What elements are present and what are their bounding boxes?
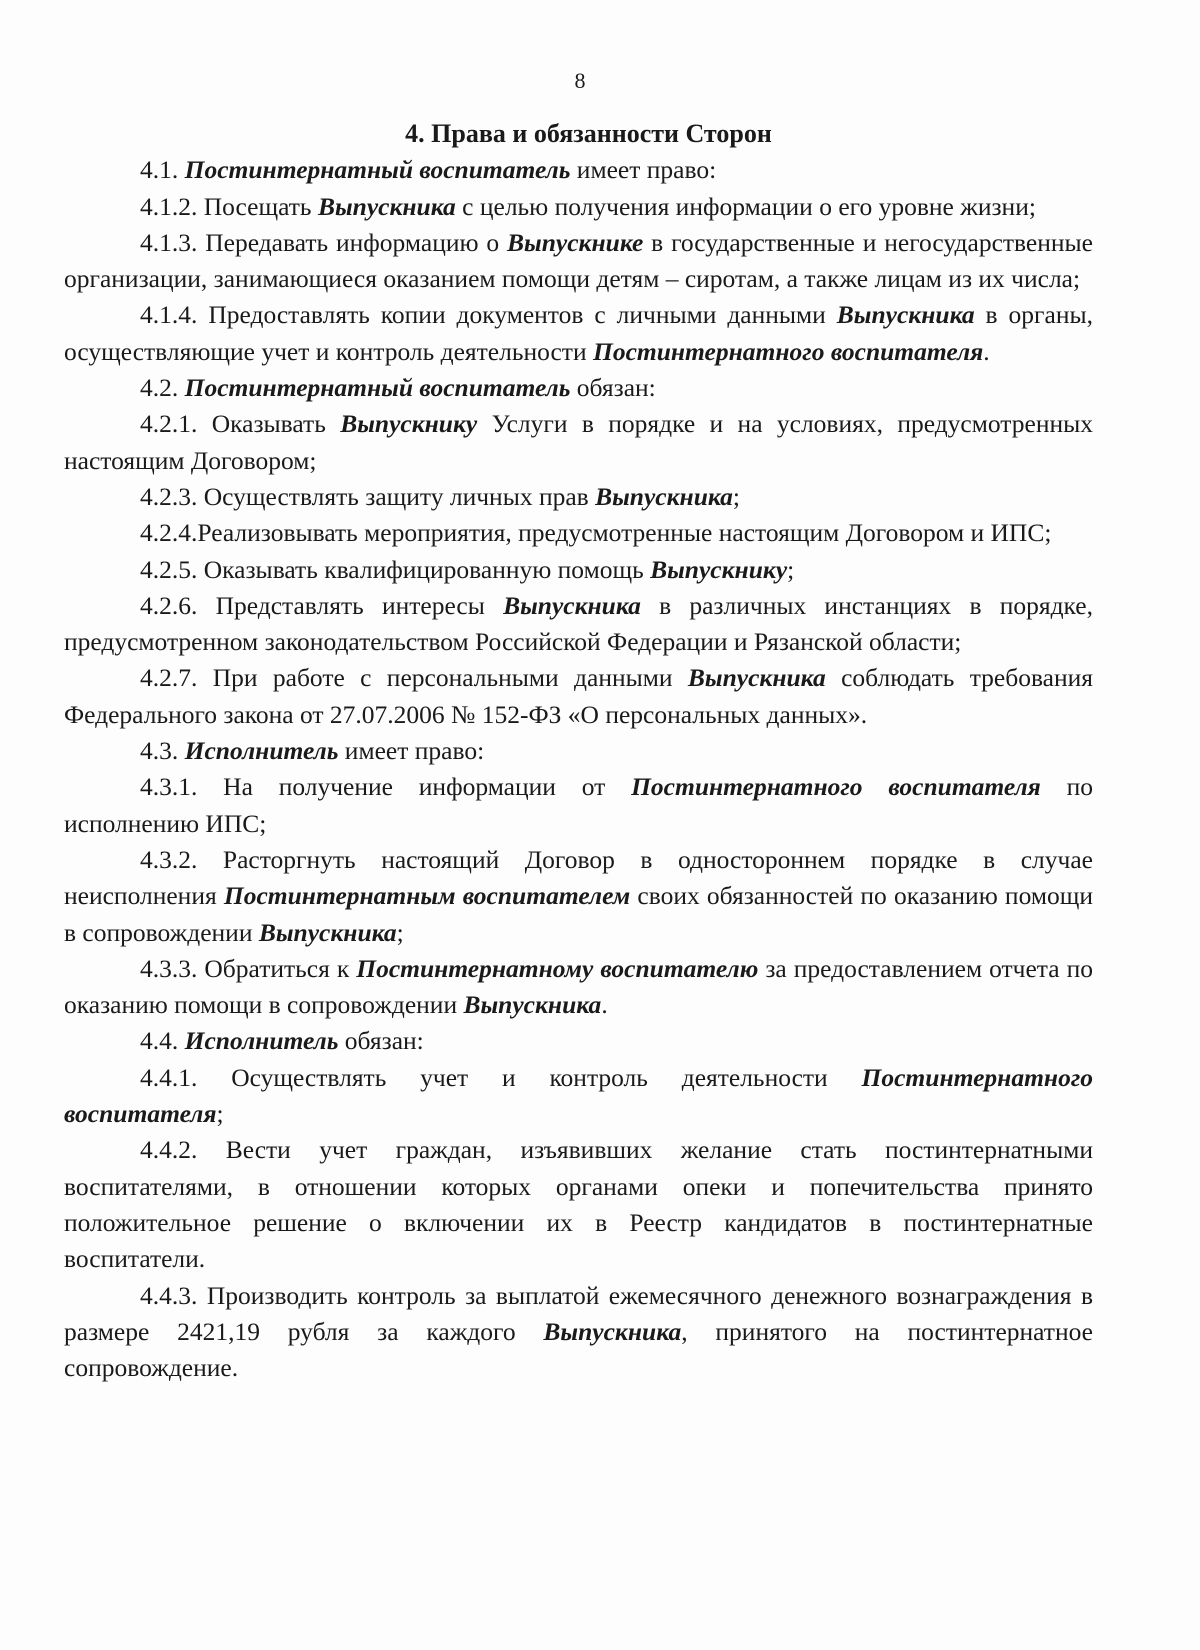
clause-text: 4.3.3. Обратиться к (140, 953, 357, 983)
clause-paragraph (64, 951, 1093, 1024)
clause-text: 4.2. (140, 373, 185, 403)
emphasized-term: Выпускника (543, 1316, 682, 1346)
clause-paragraph (64, 769, 1093, 842)
emphasized-term: Постинтернатного воспитателя (64, 1062, 1093, 1129)
section-title: 4. Права и обязанности Сторон (405, 119, 772, 148)
clause-paragraph (64, 1023, 1093, 1059)
clause-text: по исполнению ИПС; (64, 772, 1094, 838)
clause-paragraph (64, 479, 1093, 515)
emphasized-term: Постинтернатного воспитателя (592, 336, 984, 366)
clause-text: 4.4.2. Вести учет граждан, изъявивших желание стать постинтернатными воспитателями, в отношении которых органами опеки и попечительства принято положительное решение о включении их в Реестр кандидатов в постинтернатные воспитатели. (64, 1135, 1093, 1274)
clause-text: 4.1.4. Предоставлять копии документов с личными данными (140, 300, 837, 330)
clause-text: 4.4.1. Осуществлять учет и контроль деятельности (140, 1062, 862, 1092)
clause-text: 4.1. (140, 155, 185, 185)
clause-paragraph (64, 515, 1093, 551)
clause-text: 4.2.6. Представлять интересы (140, 590, 504, 620)
document-body (64, 116, 1093, 1386)
page-number: 8 (574, 68, 586, 93)
clause-paragraph (64, 842, 1093, 951)
emphasized-term: Постинтернатного воспитателя (631, 772, 1041, 802)
clause-text: . (983, 336, 990, 366)
clause-text: ; (216, 1099, 224, 1129)
emphasized-term: Выпускника (836, 300, 975, 330)
clause-text: ; (732, 481, 741, 511)
emphasized-term: Выпускника (258, 917, 397, 947)
clause-text: своих обязанностей по оказанию помощи в сопровождении (64, 881, 1094, 947)
emphasized-term: Постинтернатным воспитателем (223, 881, 631, 911)
clause-paragraph (64, 552, 1093, 588)
clause-text: обязан: (338, 1026, 424, 1056)
clause-text: имеет право: (570, 155, 717, 185)
clause-text: 4.2.3. Осуществлять защиту личных прав (140, 481, 596, 511)
clause-text: 4.2.5. Оказывать квалифицированную помощь (140, 554, 651, 584)
clause-text: ; (787, 554, 795, 584)
clause-text: Услуги в порядке и на условиях, предусмотренных настоящим Договором; (64, 409, 1093, 475)
clause-paragraph (64, 660, 1093, 733)
clause-text: 4.4. (140, 1026, 185, 1056)
clause-text: , принятого на постинтернатное сопровождение. (64, 1316, 1093, 1383)
clause-paragraph (64, 733, 1093, 769)
clause-text: 4.1.2. Посещать (140, 191, 318, 221)
emphasized-term: Постинтернатному воспитателю (356, 953, 759, 983)
clause-paragraph (64, 588, 1093, 661)
clause-paragraph (64, 1278, 1093, 1387)
clause-text: ; (396, 917, 404, 947)
emphasized-term: Выпускника (317, 191, 456, 221)
clause-paragraph (64, 1132, 1093, 1277)
clause-text: в различных инстанциях в порядке, предусмотренном законодательством Российской Федерации и Рязанской области; (64, 590, 1093, 657)
clause-text: 4.3.2. Расторгнуть настоящий Договор в одностороннем порядке в случае неисполнения (64, 844, 1093, 911)
emphasized-term: Выпускнику (650, 554, 788, 584)
clause-paragraph (64, 189, 1093, 225)
clause-text: в государственные и негосударственные организации, занимающиеся оказанием помощи детям – сиротам, а также лицам из их числа; (64, 227, 1093, 294)
clause-paragraph (64, 370, 1093, 406)
clause-paragraph (64, 406, 1093, 479)
clause-text: . (601, 990, 608, 1020)
emphasized-term: Выпускника (503, 590, 641, 620)
clause-text: 4.2.7. При работе с персональными данными (140, 663, 688, 693)
emphasized-term: Выпускнику (340, 409, 478, 439)
clause-text: за предоставлением отчета по оказанию помощи в сопровождении (64, 953, 1093, 1020)
clause-text: имеет право: (338, 736, 485, 766)
clause-text: обязан: (570, 373, 656, 403)
clause-text: в органы, осуществляющие учет и контроль деятельности (64, 300, 1093, 366)
emphasized-term: Исполнитель (184, 736, 339, 766)
clause-paragraph (64, 1060, 1093, 1133)
clause-text: 4.3.1. На получение информации от (140, 772, 632, 802)
clause-paragraph (64, 225, 1093, 298)
clause-text: с целью получения информации о его уровне жизни; (455, 191, 1036, 221)
clause-text: 4.2.4.Реализовывать мероприятия, предусмотренные настоящим Договором и ИПС; (140, 518, 1052, 548)
clause-paragraph (64, 297, 1093, 370)
paragraph-list (64, 152, 1093, 1386)
emphasized-term: Выпускника (463, 990, 602, 1020)
clause-paragraph (64, 152, 1093, 188)
clause-text: 4.4.3. Производить контроль за выплатой ежемесячного денежного вознаграждения в размере 2421,19 рубля за каждого (64, 1280, 1093, 1346)
emphasized-term: Постинтернатный воспитатель (184, 155, 571, 185)
clause-text: 4.1.3. Передавать информацию о (140, 227, 508, 257)
clause-text: соблюдать требования Федерального закона от 27.07.2006 № 152-ФЗ «О персональных данных». (64, 663, 1093, 729)
clause-text: 4.2.1. Оказывать (140, 409, 341, 439)
emphasized-term: Выпускнике (507, 227, 644, 257)
emphasized-term: Выпускника (687, 663, 826, 693)
emphasized-term: Выпускника (595, 481, 733, 511)
emphasized-term: Постинтернатный воспитатель (184, 373, 571, 403)
emphasized-term: Исполнитель (184, 1026, 339, 1056)
clause-text: 4.3. (140, 736, 185, 766)
